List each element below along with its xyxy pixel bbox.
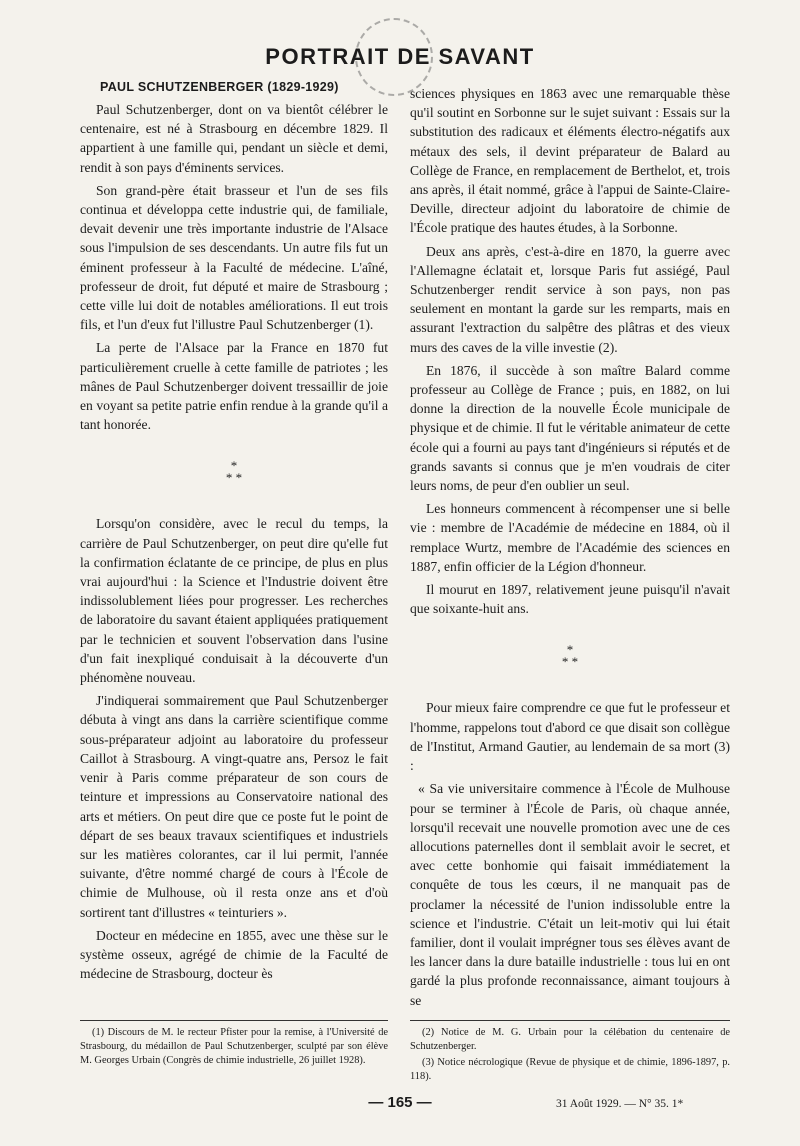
issue-info: 31 Août 1929. — N° 35. 1*: [556, 1098, 684, 1110]
section-separator: [410, 644, 730, 668]
quote-paragraph: « Sa vie universitaire commence à l'École de Mulhouse pour se terminer à l'École de Paris, où chaque année, lorsqu'il recevait une nouvelle promotion avec une de ces allocutions paternelles dont il semblait avoir le secret, et avec cette bonhomie qui faisait immédiatement la conquête de tous les cœurs, il ne manquait pas de proclamer la nécessité de l'union indissoluble entre la science et l'industrie. C'était un leit-motiv qui lui était familier, dont il voulait imprégner tous ses élèves avant de les lancer dans la dure bataille industrielle : tous lui en ont gardé la plus profonde reconnaissance, aimant toujours à se: [410, 781, 730, 1008]
footnote-rule: [410, 1020, 730, 1021]
footnote: (1) Discours de M. le recteur Pfister pour la remise, à l'Université de Strasbourg, du médaillon de Paul Schutzenberger, sculpté par son élève M. Georges Urbain (Congrès de chimie industrielle, 26 juillet 1928).: [80, 1027, 388, 1066]
article-subtitle: PAUL SCHUTZENBERGER (1829-1929): [100, 80, 339, 94]
footnotes-right: [410, 1026, 730, 1086]
separator-star-bottom: * *: [561, 654, 579, 670]
page-number: — 165 —: [368, 1094, 432, 1111]
paragraph: Deux ans après, c'est-à-dire en 1870, la guerre avec l'Allemagne éclatait et, lorsque Paris fut assiégé, Paul Schutzenberger rendit service à son pays, non pas seulement en montant la garde sur les remparts, mais en assurant l'extraction du salpêtre des plâtras et des vieux murs des caves de la ville investie (2).: [410, 243, 730, 355]
footnotes-left: [80, 1026, 388, 1070]
paragraph: Lorsqu'on considère, avec le recul du temps, la carrière de Paul Schutzenberger, on peut dire qu'elle fut la confirmation éclatante de ce principe, de plus en plus vrai aujourd'hui : la Science et l'Industrie doivent être indissolublement liées pour progresser. Les recherches de laboratoire du savant étaient appliquées pratiquement par le technicien et souvent l'observation dans l'usine d'un fait inexpliqué conduisait à la découverte d'un phénomène nouveau.: [80, 516, 388, 686]
right-column: [410, 84, 730, 1014]
paragraph: En 1876, il succède à son maître Balard comme professeur au Collège de France ; puis, en 1882, on lui donne la direction de la nouvelle École municipale de physique et de chimie. Il fut le véritable animateur de cette école qui a fourni au pays tant d'ingénieurs si réputés et de grands savants si connus que je m'en voudrais de citer leurs noms, de peur d'en oublier un seul.: [410, 362, 730, 494]
footnote-rule: [80, 1020, 388, 1021]
section-separator: [80, 460, 388, 484]
paragraph: La perte de l'Alsace par la France en 1870 fut particulièrement cruelle à cette famille de patriotes ; les mânes de Paul Schutzenberger doivent tressaillir de joie en voyant sa petite patrie enfin rendue à la grande qu'il a tant honorée.: [80, 340, 388, 433]
paragraph: Docteur en médecine en 1855, avec une thèse sur le système osseux, agrégé de chimie de la Faculté de médecine de Strasbourg, docteur ès: [80, 927, 388, 982]
left-column: [80, 100, 388, 987]
paragraph: Son grand-père était brasseur et l'un de ses fils continua et développa cette industrie qui, de familiale, devait devenir une très importante industrie de l'Alsace sous l'impulsion de ses descendants. Un autre fils fut un éminent professeur à la Faculté de médecine. L'aîné, professeur de droit, fut député et maire de Strasbourg ; cette ville lui doit de notables améliorations. Il eut trois fils, et l'un d'eux fut l'illustre Paul Schutzenberger (1).: [80, 182, 388, 333]
paragraph: Pour mieux faire comprendre ce que fut le professeur et l'homme, rappelons tout d'abord ce que disait son collègue de l'Institut, Armand Gautier, au lendemain de sa mort (3) :: [410, 700, 730, 774]
page-title: PORTRAIT DE SAVANT: [265, 44, 535, 69]
paragraph: sciences physiques en 1863 avec une remarquable thèse qu'il soutint en Sorbonne sur le sujet suivant : Essais sur la substitution des radicaux et éléments électro-négatifs aux métaux des sels, il devint préparateur de Balard au Collège de France, en remplacement de Berthelot, et, trois ans après, il était nommé, grâce à l'appui de Sainte-Claire-Deville, directeur adjoint du laboratoire de chimie de l'École pratique des hautes études, à la Sorbonne.: [410, 86, 730, 236]
paragraph: Les honneurs commencent à récompenser une si belle vie : membre de l'Académie de médecine en 1884, où il remplace Wurtz, membre de l'Académie des sciences en 1887, enfin officier de la Légion d'honneur.: [410, 501, 730, 574]
footnote: (2) Notice de M. G. Urbain pour la célébation du centenaire de Schutzenberger.: [410, 1027, 730, 1052]
paragraph: Il mourut en 1897, relativement jeune puisqu'il n'avait que soixante-huit ans.: [410, 582, 730, 617]
footnote: (3) Notice nécrologique (Revue de physique et de chimie, 1896-1897, p. 118).: [410, 1057, 730, 1082]
separator-star-top: *: [230, 458, 238, 474]
paragraph: Paul Schutzenberger, dont on va bientôt célébrer le centenaire, est né à Strasbourg en décembre 1829. Il appartient à une famille qui, pendant un siècle et demi, rendit à son pays d'éminents services.: [80, 102, 388, 175]
paragraph: J'indiquerai sommairement que Paul Schutzenberger débuta à vingt ans dans la carrière scientifique comme sous-préparateur adjoint au laboratoire du professeur Caillot à Strasbourg. A vingt-quatre ans, Persoz le fait venir à Paris comme préparateur de son cours de teinture et impressions au Conservatoire national des arts et métiers. On peut dire que ce poste fut le point de départ de ses beaux travaux scientifiques et industriels sur les matières colorantes, car il lui permit, l'année suivante, d'être nommé chargé de cours à l'École de chimie de Mulhouse, où il resta onze ans et d'où sortirent tant d'illustres « teinturiers ».: [80, 693, 388, 920]
separator-star-top: *: [566, 642, 574, 658]
separator-star-bottom: * *: [225, 470, 243, 486]
